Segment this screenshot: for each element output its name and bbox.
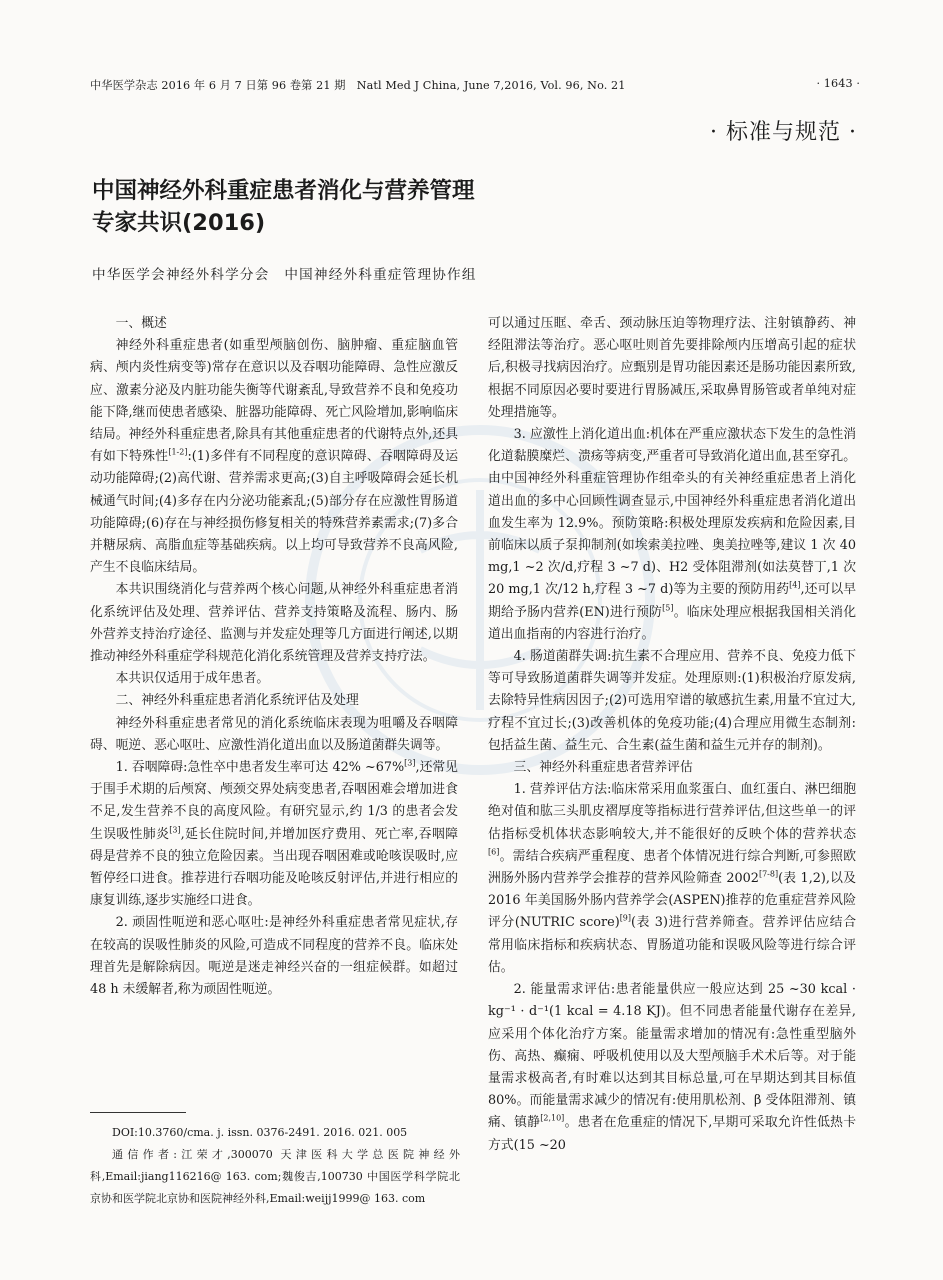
paragraph: 1. 营养评估方法:临床常采用血浆蛋白、血红蛋白、淋巴细胞绝对值和肱三头肌皮褶厚度等指标进行营养评估,但这些单一的评估指标受机体状态影响较大,并不能很好的反映个体的营养状态[6]。需结合疾病严重程度、患者个体情况进行综合判断,可参照欧洲肠外肠内营养学会推荐的营养风险筛查 2002[7-8](表 1,2),以及 2016 年美国肠外肠内营养学会(ASPEN)推荐的危重症营养风险评分(NUTRIC score)[9](表 3)进行营养筛查。营养评估应结合常用临床指标和疾病状态、胃肠道功能和误吸风险等进行综合评估。 [488, 782, 856, 975]
citation-ref: [1-2] [168, 447, 188, 457]
citation-ref: [9] [619, 914, 632, 924]
citation-ref: [6] [488, 847, 500, 857]
doi: DOI:10.3760/cma. j. issn. 0376-2491. 2016. 021. 005 [112, 1126, 408, 1139]
paragraph: 2. 顽固性呃逆和恶心呕吐:是神经外科重症患者常见症状,存在较高的误吸性肺炎的风险,可造成不同程度的营养不良。临床处理首先是解除病因。呃逆是迷走神经兴奋的一组症候群。如超过 48 h 未缓解者,称为顽固性呃逆。 [90, 915, 458, 998]
citation-ref: [3] [404, 758, 416, 768]
author-groups: 中华医学会神经外科学分会 中国神经外科重症管理协作组 [92, 267, 477, 283]
section-heading-overview: 一、概述 [115, 316, 167, 331]
citation-ref: [3] [169, 825, 181, 835]
paragraph: 可以通过压眶、牵舌、颈动脉压迫等物理疗法、注射镇静药、神经阻滞法等治疗。恶心呕吐则首先要排除颅内压增高引起的症状后,积极寻找病因治疗。应甄别是胃功能因素还是肠功能因素所致,根据不同原因必要时要进行胃肠减压,采取鼻胃肠管或者单纯对症处理措施等。 [488, 316, 856, 420]
section-heading-nutrition: 三、神经外科重症患者营养评估 [513, 760, 693, 776]
journal-citation: 中华医学杂志 2016 年 6 月 7 日第 96 卷第 21 期 Natl Med J China, June 7,2016, Vol. 96, No. 21 [90, 79, 626, 92]
title-line-2: 专家共识(2016) [92, 210, 266, 236]
paragraph: 神经外科重症患者常见的消化系统临床表现为咀嚼及吞咽障碍、呃逆、恶心呕吐、应激性消化道出血以及肠道菌群失调等。 [90, 715, 458, 753]
left-column [90, 313, 458, 1001]
title-line-1: 中国神经外科重症患者消化与营养管理 [92, 178, 475, 204]
citation-ref: [4] [789, 581, 801, 591]
paragraph: 3. 应激性上消化道出血:机体在严重应激状态下发生的急性消化道黏膜糜烂、溃疡等病变,严重者可导致消化道出血,甚至穿孔。由中国神经外科重症管理协作组牵头的有关神经重症患者上消化道出血的多中心回顾性调查显示,中国神经外科重症患者消化道出血发生率为 12.9%。预防策略:积极处理原发疾病和危险因素,目前临床以质子泵抑制剂(如埃索美拉唑、奥美拉唑等,建议 1 次 40 mg,1 ~2 次/d,疗程 3 ~7 d)、H2 受体阻滞剂(如法莫替丁,1 次 20 mg,1 次/12 h,疗程 3 ~7 d)等为主要的预防用药[4],还可以早期给予肠内营养(EN)进行预防[5]。临床处理应根据我国相关消化道出血指南的内容进行治疗。 [488, 427, 856, 642]
section-label: · 标准与规范 · [710, 120, 857, 145]
paragraph: 本共识围绕消化与营养两个核心问题,从神经外科重症患者消化系统评估及处理、营养评估、营养支持策略及流程、肠内、肠外营养支持治疗途径、监测与并发症处理等几方面进行阐述,以期推动神经外科重症学科规范化消化系统管理及营养支持疗法。 [90, 582, 458, 665]
page-number: · 1643 · [816, 77, 860, 90]
citation-ref: [5] [662, 603, 674, 613]
running-head [90, 77, 860, 93]
paragraph: 2. 能量需求评估:患者能量供应一般应达到 25 ~30 kcal · kg⁻¹ · d⁻¹(1 kcal = 4.18 KJ)。但不同患者能量代谢存在差异,应采用个体化治疗方案。能量需求增加的情况有:急性重型脑外伤、高热、癫痫、呼吸机使用以及大型颅脑手术术后等。对于能量需求极高者,有时难以达到其目标总量,可在早期达到其目标值 80%。而能量需求减少的情况有:使用肌松剂、β 受体阻滞剂、镇痛、镇静[2,10]。患者在危重症的情况下,早期可采取允许性低热卡方式(15 ~20 [488, 982, 856, 1153]
article-title [92, 175, 475, 239]
section-heading-digestive: 二、神经外科重症患者消化系统评估及处理 [115, 693, 359, 709]
citation-ref: [7-8] [758, 869, 779, 879]
corresponding-authors: 通信作者:江荣才,300070 天津医科大学总医院神经外科,Email:jiang116216@ 163. com;魏俊吉,100730 中国医学科学院北京协和医学院北京协和医院神经外科,Email:weijj1999@ 163. com [90, 1148, 460, 1205]
paragraph: 本共识仅适用于成年患者。 [115, 671, 270, 687]
paragraph: 1. 吞咽障碍:急性卒中患者发生率可达 42% ~67%[3],还常见于围手术期的后颅窝、颅颈交界处病变患者,吞咽困难会增加进食不足,发生营养不良的高度风险。有研究显示,约 1/3 的患者会发生误吸性肺炎[3],延长住院时间,并增加医疗费用、死亡率,吞咽障碍是营养不良的独立危险因素。当出现吞咽困难或呛咳误吸时,应暂停经口进食。推荐进行吞咽功能及呛咳反射评估,并进行相应的康复训练,逐步实施经口进食。 [90, 758, 458, 909]
right-column [488, 313, 856, 1157]
footnote [90, 1122, 460, 1210]
paragraph: 4. 肠道菌群失调:抗生素不合理应用、营养不良、免疫力低下等可导致肠道菌群失调等并发症。处理原则:(1)积极治疗原发病,去除特异性病因因子;(2)可选用窄谱的敏感抗生素,用量不宜过大,疗程不宜过长;(3)改善机体的免疫功能;(4)合理应用微生态制剂:包括益生菌、益生元、合生素(益生菌和益生元并存的制剂)。 [488, 649, 856, 753]
citation-ref: [2,10] [540, 1114, 565, 1124]
paragraph: 神经外科重症患者(如重型颅脑创伤、脑肿瘤、重症脑血管病、颅内炎性病变等)常存在意识以及吞咽功能障碍、急性应激反应、激素分泌及内脏功能失衡等代谢紊乱,导致营养不良和免疫功能下降,继而使患者感染、脏器功能障碍、死亡风险增加,影响临床结局。神经外科重症患者,除具有其他重症患者的代谢特点外,还具有如下特殊性[1-2]:(1)多伴有不同程度的意识障碍、吞咽障碍及运动功能障碍;(2)高代谢、营养需求更高;(3)自主呼吸障碍会延长机械通气时间;(4)多存在内分泌功能紊乱;(5)部分存在应激性胃肠道功能障碍;(6)存在与神经损伤修复相关的特殊营养素需求;(7)多合并糖尿病、高脂血症等基础疾病。以上均可导致营养不良高风险,产生不良临床结局。 [90, 338, 458, 576]
footnote-divider [90, 1112, 186, 1113]
